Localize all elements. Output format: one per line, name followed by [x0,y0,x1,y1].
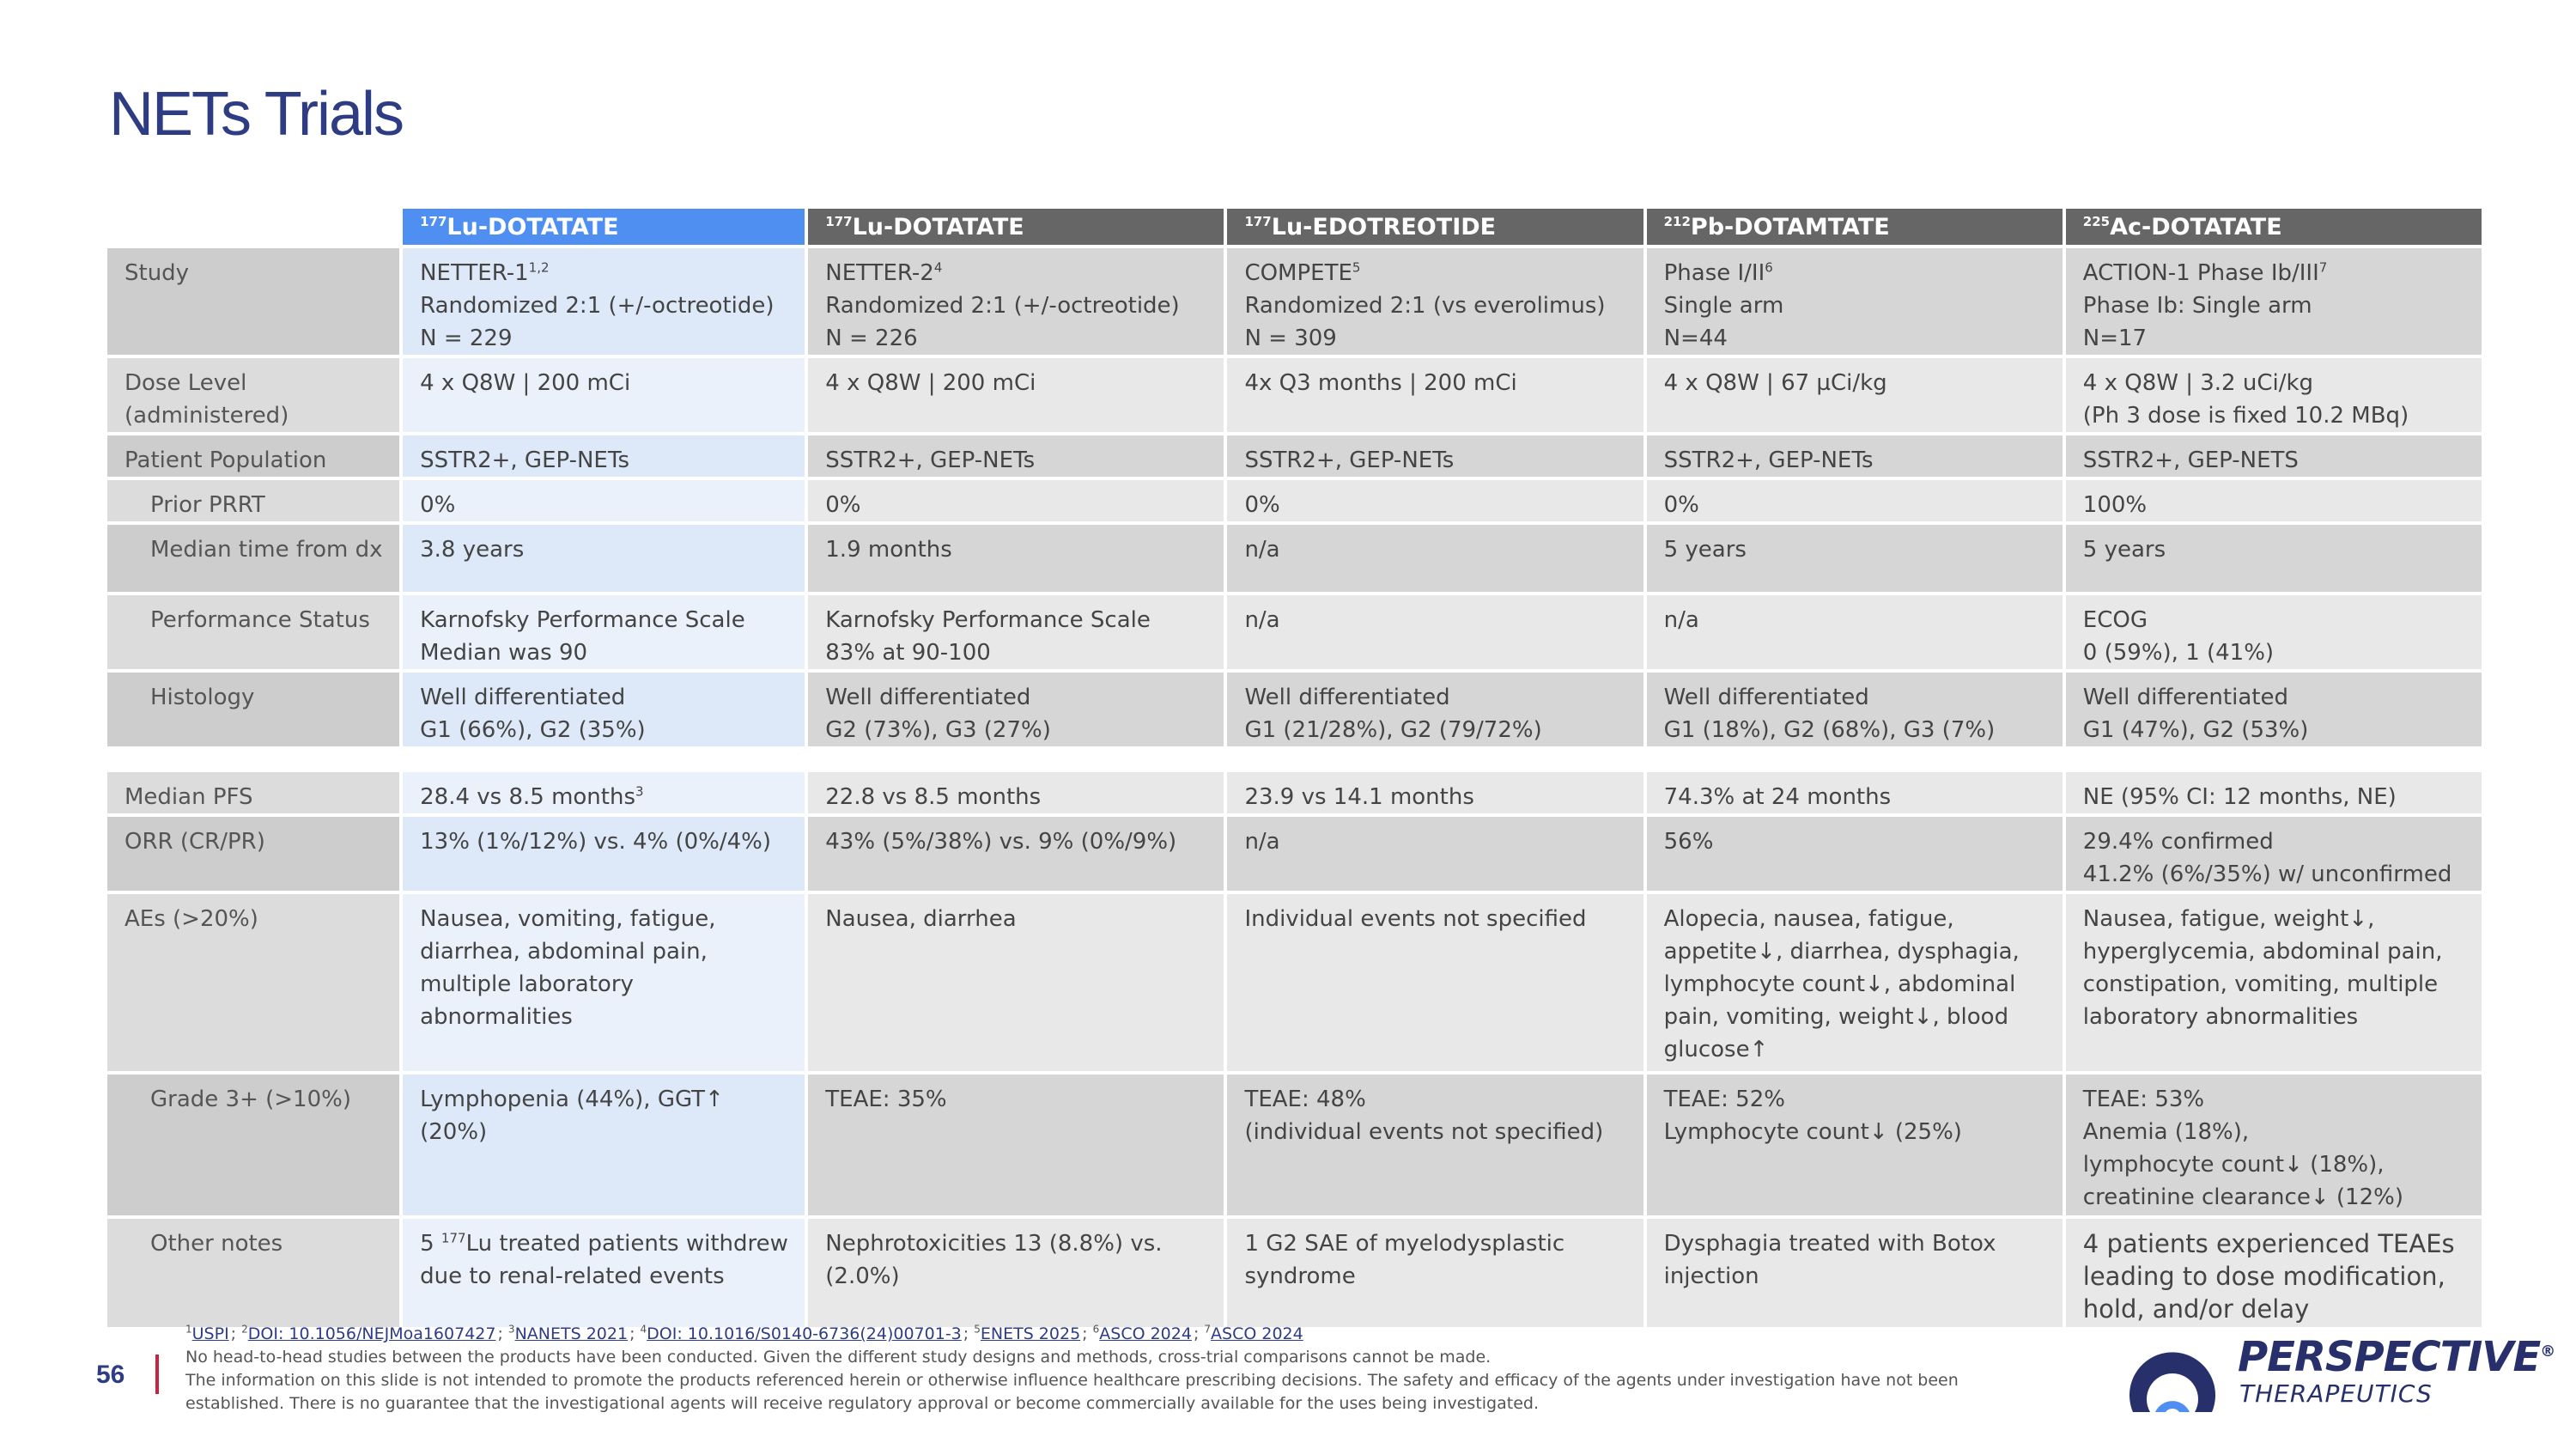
table-cell: 4 x Q8W | 200 mCi [403,358,805,432]
cell-line: G1 (47%), G2 (53%) [2082,717,2309,743]
table-cell: 5 years [2066,525,2482,592]
table-row-histology [107,673,2482,746]
reference-link[interactable]: DOI: 10.1016/S0140-6736(24)00701-3 [647,1324,962,1343]
column-header [808,209,1224,245]
table-row-other-notes [107,1219,2482,1327]
isotope-sup: 177 [825,214,853,229]
row-label [107,358,399,432]
table-cell [403,1075,805,1215]
row-label: Patient Population [107,435,399,477]
table-cell: 4 x Q8W | 200 mCi [808,358,1224,432]
cell-line: G1 (18%), G2 (68%), G3 (7%) [1663,717,1996,743]
cell-line: 41.2% (6%/35%) w/ unconfirmed [2082,861,2452,887]
table-cell [1647,894,2063,1071]
page-title: NETs Trials [109,80,404,149]
cell-line: N = 309 [1244,326,1337,351]
row-label: ORR (CR/PR) [107,817,399,891]
row-label-line: Dose Level [125,370,247,396]
cell-line: Randomized 2:1 (+/-octreotide) [420,293,775,319]
column-header [2066,209,2482,245]
footer-divider [155,1355,159,1394]
cell-line: G1 (21/28%), G2 (79/72%) [1244,717,1542,743]
trial-name: COMPETE [1244,260,1352,286]
table-cell [2066,894,2482,1071]
table-cell: NE (95% CI: 12 months, NE) [2066,772,2482,813]
table-cell: 56% [1647,817,2063,891]
table-cell: 43% (5%/38%) vs. 9% (0%/9%) [808,817,1224,891]
disclaimer-promotion: The information on this slide is not intended to promote the products referenced herein or otherwise influence healthcare prescribing decisions. The safety and efficacy of the agents under investigation have not been established. There is no guarantee that the investigational agents will receive regulatory approval or become commercially available for the uses being investigated. [185,1371,1959,1413]
table-cell [403,673,805,746]
table-cell: SSTR2+, GEP-NETs [808,435,1224,477]
cell-line: TEAE: 48% [1244,1087,1366,1112]
cell-text: , diarrhea, dysphagia, lymphocyte count [1663,939,2020,997]
cell-line: 0 (59%), 1 (41%) [2082,640,2275,666]
cell-text: Lu treated patients withdrew due to renal-related events [420,1231,788,1289]
arrow-up-icon: ↑ [1749,1037,1769,1062]
table-cell: 1.9 months [808,525,1224,592]
table-cell: n/a [1227,525,1643,592]
cell-line: Well differentiated [420,685,626,710]
table-cell [808,248,1224,355]
table-cell: TEAE: 35% [808,1075,1224,1215]
cell-line: 28.4 vs 8.5 months [420,784,636,810]
reference-link[interactable]: NANETS 2021 [514,1324,629,1343]
trial-name: NETTER-2 [825,260,934,286]
isotope-sup: 225 [2082,214,2111,229]
row-label: Prior PRRT [107,480,399,521]
logo-subtitle: THERAPEUTICS [2239,1379,2433,1408]
trial-name: NETTER-1 [420,260,529,286]
cell-line: Median was 90 [420,640,588,666]
isotope-sup: 177 [440,1230,466,1246]
table-cell [1647,1075,2063,1215]
cell-text: , blood glucose [1663,1004,2009,1062]
reference-list: $^1$USPI ; $^2$DOI: 10.1056/NEJMoa1607427 ; $^3$NANETS 2021 ; $^4$DOI: 10.1016/S0140-6736(24)00701-3 ; $^5$ENETS 2025 ; $^6$ASCO 2024 ; $^7$ASCO 2024 [185,1323,1303,1343]
ref-sup: 4 [933,259,943,276]
reference-link[interactable]: ASCO 2024 [1099,1324,1192,1343]
table-cell: 1 G2 SAE of myelodysplastic syndrome [1227,1219,1643,1327]
cell-line: ECOG [2082,607,2148,633]
table-cell [808,673,1224,746]
table-row-aes [107,894,2482,1071]
arrow-down-icon: ↓ [2348,906,2368,932]
row-label: Grade 3+ (>10%) [107,1075,399,1215]
table-cell [1647,673,2063,746]
cell-line: N = 229 [420,326,513,351]
disclaimer-comparison: No head-to-head studies between the products have been conducted. Given the different study designs and methods, cross-trial comparisons cannot be made. [185,1348,1492,1367]
cell-text: Lymphopenia (44%), GGT [420,1087,706,1112]
table-cell: n/a [1647,595,2063,669]
table-row-pfs [107,772,2482,813]
column-header-label: Ac-DOTATATE [2110,214,2282,240]
logo-wordmark [2238,1333,2555,1381]
table-row-dose [107,358,2482,432]
column-header [403,209,805,245]
table-cell: 4 patients experienced TEAEs leading to dose modification, hold, and/or delay [2066,1219,2482,1327]
isotope-sup: 177 [420,214,447,229]
table-cell [403,772,805,813]
row-label-line: (administered) [125,403,289,429]
cell-line: Phase Ib: Single arm [2082,293,2312,319]
cell-line: G1 (66%), G2 (35%) [420,717,646,743]
ref-sup: 4 [640,1323,647,1336]
cell-line: Well differentiated [1244,685,1450,710]
cell-text: lymphocyte count [2082,1152,2285,1178]
ref-sup: 6 [1765,259,1773,276]
reference-link[interactable]: USPI [191,1324,229,1343]
arrow-down-icon: ↓ [2310,1184,2330,1210]
cell-line: 4 x Q8W | 3.2 uCi/kg [2082,370,2314,396]
cell-text: (20%) [420,1119,488,1145]
cell-line: 83% at 90-100 [825,640,991,666]
header-blank [107,209,399,245]
table-row-orr [107,817,2482,891]
table-cell [1227,673,1643,746]
table-cell [2066,817,2482,891]
table-cell [403,248,805,355]
reference-link[interactable]: ASCO 2024 [1211,1324,1303,1343]
table-cell [808,595,1224,669]
row-label: Median time from dx [107,525,399,592]
ref-sup: 7 [1204,1323,1212,1336]
cell-line: Randomized 2:1 (+/-octreotide) [825,293,1180,319]
row-label: Study [107,248,399,355]
company-logo [2121,1323,2555,1417]
cell-line: Single arm [1663,293,1784,319]
table-row-study [107,248,2482,355]
cell-text: Nausea, fatigue, weight [2082,906,2349,932]
table-cell: SSTR2+, GEP-NETs [403,435,805,477]
table-cell: SSTR2+, GEP-NETs [1647,435,2063,477]
table-cell: n/a [1227,817,1643,891]
logo-mark-icon [2121,1323,2224,1417]
cell-line: (individual events not specified) [1244,1119,1604,1145]
column-header-label: Lu-EDOTREOTIDE [1271,214,1497,240]
arrow-down-icon: ↓ [1868,1119,1888,1145]
page-number: 56 [96,1361,125,1389]
header-row [107,209,2482,245]
column-header-label: Pb-DOTAMTATE [1690,214,1890,240]
table-cell: 5 years [1647,525,2063,592]
table-cell: 4x Q3 months | 200 mCi [1227,358,1643,432]
column-header-label: Lu-DOTATATE [852,214,1024,240]
ref-sup: 3 [507,1323,515,1336]
ref-sup: 5 [1352,259,1361,276]
row-label: Median PFS [107,772,399,813]
table-cell [403,595,805,669]
cell-line: N=44 [1663,326,1728,351]
table-cell: 23.9 vs 14.1 months [1227,772,1643,813]
table-cell: Nephrotoxicities 13 (8.8%) vs. (2.0%) [808,1219,1224,1327]
table-cell: 74.3% at 24 months [1647,772,2063,813]
table-cell: Nausea, diarrhea [808,894,1224,1071]
trial-name: Phase I/II [1663,260,1765,286]
table-cell: Individual events not specified [1227,894,1643,1071]
table-spacer [107,750,2482,769]
ref-sup: 7 [2318,259,2328,276]
table-cell: 22.8 vs 8.5 months [808,772,1224,813]
cell-text: , hyperglycemia, abdominal pain, constipation, vomiting, multiple laboratory abnormalities [2082,906,2443,1030]
arrow-down-icon: ↓ [1864,971,1884,997]
table-cell: 0% [808,480,1224,521]
table-cell: n/a [1227,595,1643,669]
cell-text: (18%), [2302,1152,2385,1178]
table-cell [2066,595,2482,669]
table-row-median-time [107,525,2482,592]
row-label: AEs (>20%) [107,894,399,1071]
ref-sup: 6 [1092,1323,1100,1336]
trials-table [104,205,2485,1330]
cell-line: TEAE: 53% [2082,1087,2205,1112]
table-cell: SSTR2+, GEP-NETs [1227,435,1643,477]
isotope-sup: 177 [1244,214,1272,229]
cell-line: Randomized 2:1 (vs everolimus) [1244,293,1606,319]
table-cell: 0% [1647,480,2063,521]
table-cell: Dysphagia treated with Botox injection [1647,1219,2063,1327]
table-row-prior-prrt [107,480,2482,521]
cell-line: TEAE: 52% [1663,1087,1785,1112]
table-cell: 0% [1227,480,1643,521]
cell-text: 5 [420,1231,441,1257]
logo-name: PERSPECTIVE [2238,1333,2541,1381]
table-cell [1227,248,1643,355]
registered-mark: ® [2540,1342,2555,1361]
table-cell [2066,673,2482,746]
ref-sup: 5 [974,1323,981,1336]
ref-sup: 3 [635,783,644,800]
cell-line: (Ph 3 dose is fixed 10.2 MBq) [2082,403,2409,429]
cell-text: (25%) [1887,1119,1962,1145]
cell-line: N=17 [2082,326,2148,351]
cell-line: N = 226 [825,326,918,351]
column-header-label: Lu-DOTATATE [447,214,619,240]
row-label: Other notes [107,1219,399,1327]
column-header [1227,209,1643,245]
table-cell [2066,1075,2482,1215]
reference-link[interactable]: DOI: 10.1056/NEJMoa1607427 [247,1324,496,1343]
cell-line: G2 (73%), G3 (27%) [825,717,1051,743]
table-cell: 13% (1%/12%) vs. 4% (0%/4%) [403,817,805,891]
cell-line: Anemia (18%), [2082,1119,2250,1145]
cell-text: Lymphocyte count [1663,1119,1869,1145]
cell-line: Karnofsky Performance Scale [825,607,1151,633]
column-header [1647,209,2063,245]
table-cell: 0% [403,480,805,521]
isotope-sup: 212 [1663,214,1691,229]
arrow-down-icon: ↓ [2284,1152,2303,1178]
cell-line: Well differentiated [1663,685,1869,710]
cell-text: Alopecia, nausea, fatigue, appetite [1663,906,1954,965]
arrow-down-icon: ↓ [1913,1004,1933,1030]
row-label: Histology [107,673,399,746]
cell-line: Well differentiated [825,685,1031,710]
table-cell: 100% [2066,480,2482,521]
table-cell [2066,248,2482,355]
arrow-up-icon: ↑ [705,1087,724,1112]
row-label: Performance Status [107,595,399,669]
footnotes [185,1323,2057,1416]
table-row-population [107,435,2482,477]
cell-text: (12%) [2329,1184,2403,1210]
trial-name: ACTION-1 Phase Ib/III [2082,260,2319,286]
cell-line: Karnofsky Performance Scale [420,607,745,633]
table-cell [403,1219,805,1327]
cell-line: 29.4% confirmed [2082,829,2274,855]
table-cell [2066,358,2482,432]
table-row-performance [107,595,2482,669]
ref-sup: 1,2 [528,259,550,276]
ref-sup: 1 [185,1323,192,1336]
table-cell [1227,1075,1643,1215]
ref-sup: 2 [241,1323,248,1336]
cell-text: , abdominal pain, vomiting, weight [1663,971,2016,1030]
reference-link[interactable]: ENETS 2025 [980,1324,1081,1343]
cell-line: Well differentiated [2082,685,2288,710]
table-cell: SSTR2+, GEP-NETS [2066,435,2482,477]
table-row-grade3 [107,1075,2482,1215]
table-cell: 3.8 years [403,525,805,592]
table-cell [1647,248,2063,355]
table-cell: Nausea, vomiting, fatigue, diarrhea, abdominal pain, multiple laboratory abnormalities [403,894,805,1071]
table-cell: 4 x Q8W | 67 µCi/kg [1647,358,2063,432]
arrow-down-icon: ↓ [1757,939,1776,965]
cell-text: creatinine clearance [2082,1184,2311,1210]
